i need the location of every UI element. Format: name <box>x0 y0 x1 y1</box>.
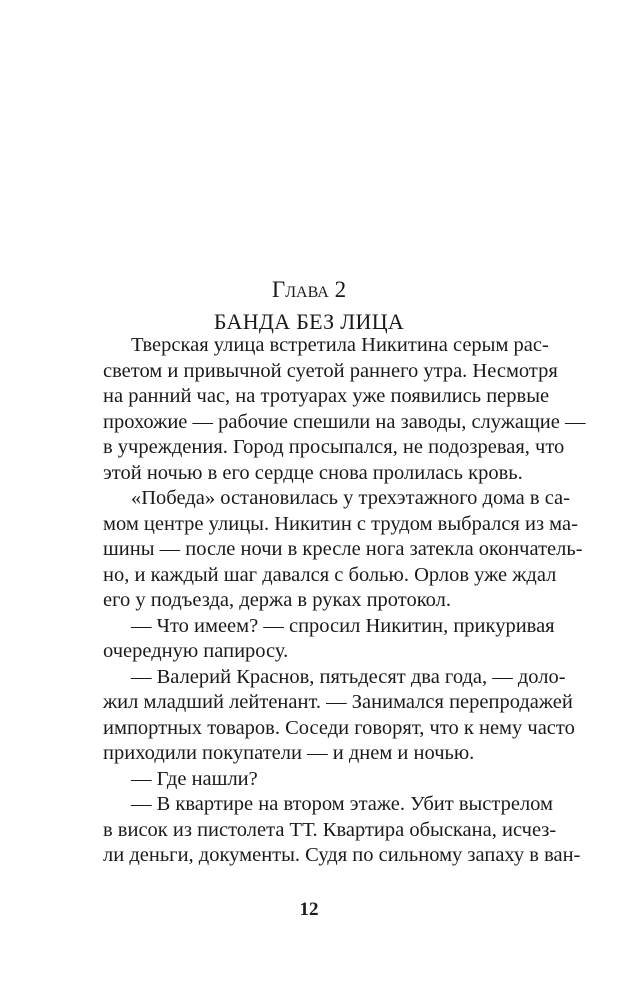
text-line: мом центре улицы. Никитин с трудом выбрался из ма- <box>103 512 578 535</box>
text-line: — Где нашли? <box>131 767 258 790</box>
page-number: 12 <box>299 899 319 920</box>
text-line: шины — после ночи в кресле нога затекла окончатель- <box>103 538 583 560</box>
text-line: «Победа» остановилась у трехэтажного дома в са- <box>131 487 570 509</box>
text-line: на ранний час, на тротуарах уже появились первые <box>103 385 550 407</box>
text-line: его у подъезда, держа в руках протокол. <box>103 589 451 611</box>
text-line: прохожие — рабочие спешили на заводы, служащие — <box>103 410 586 433</box>
text-line: — Валерий Краснов, пятьдесят два года, — доло- <box>131 665 566 688</box>
text-line: — Что имеем? — спросил Никитин, прикуривая <box>131 614 555 637</box>
body-text <box>103 333 586 869</box>
text-line: импортных товаров. Соседи говорят, что к нему часто <box>103 716 575 739</box>
text-line: приходили покупатели — и днем и ночью. <box>103 742 475 764</box>
text-line: жил младший лейтенант. — Занимался перепродажей <box>103 691 573 713</box>
text-line: но, и каждый шаг давался с болью. Орлов уже ждал <box>103 563 557 586</box>
text-line: светом и привычной суетой раннего утра. Несмотря <box>103 359 558 382</box>
text-line: ли деньги, документы. Судя по сильному запаху в ван- <box>103 844 581 866</box>
text-line: в учреждения. Город просыпался, не подозревая, что <box>103 436 565 458</box>
text-line: очередную папиросу. <box>103 640 289 662</box>
text-line: в висок из пистолета ТТ. Квартира обыскана, исчез- <box>103 818 557 841</box>
text-line: — В квартире на втором этаже. Убит выстрелом <box>131 793 554 815</box>
chapter-label: Глава 2 <box>271 277 347 302</box>
text-line: Тверская улица встретила Никитина серым рас- <box>131 334 549 356</box>
chapter-title: БАНДА БЕЗ ЛИЦА <box>213 309 405 334</box>
text-line: этой ночью в его сердце снова пролилась кровь. <box>103 461 523 484</box>
